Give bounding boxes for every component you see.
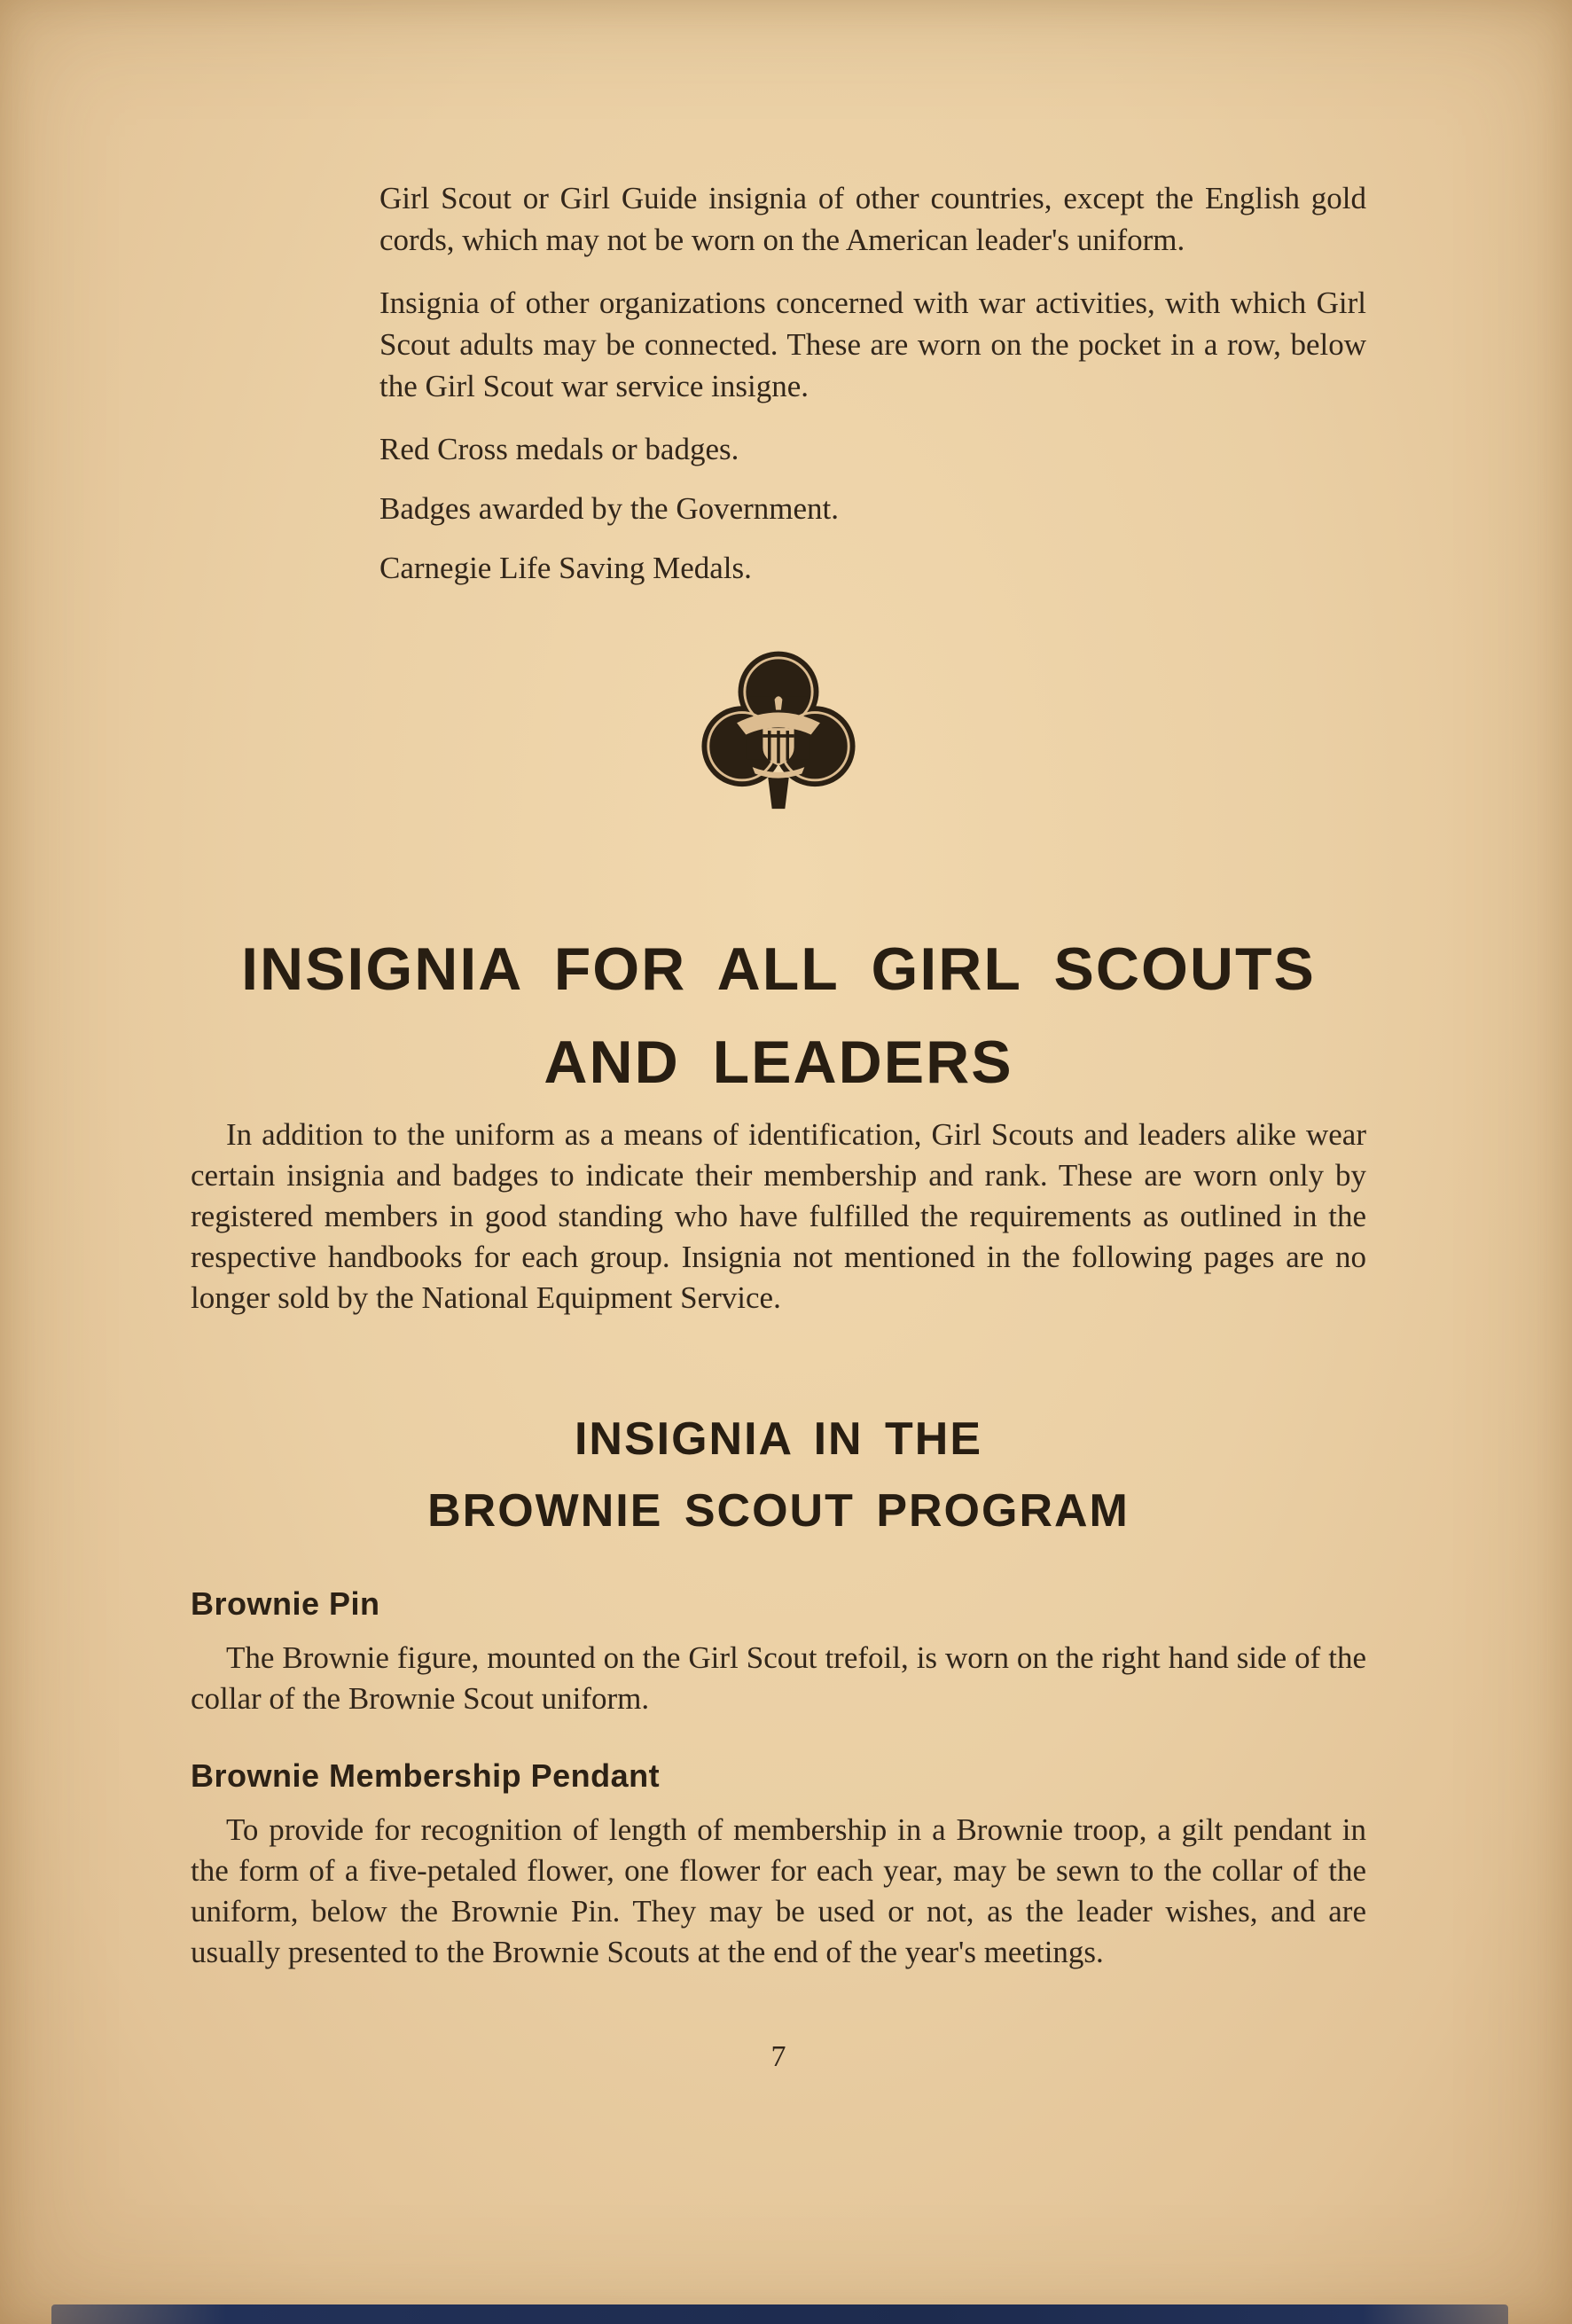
page-number: 7: [770, 2040, 786, 2073]
subsection-body-brownie-pin: The Brownie figure, mounted on the Girl Scout trefoil, is worn on the right hand side of the collar of the Brownie Scout uniform.: [191, 1640, 1366, 1716]
emblem-container: [191, 647, 1366, 824]
subsection-heading-brownie-membership-pendant: Brownie Membership Pendant: [191, 1757, 661, 1794]
page-title-line2: AND LEADERS: [544, 1029, 1013, 1096]
page-title: [191, 923, 1366, 1109]
intro-paragraph: Red Cross medals or badges.: [379, 432, 739, 466]
insignia-exclusion-list: [379, 177, 1366, 589]
scan-edge-artifact: [51, 2304, 1508, 2324]
intro-paragraph: Carnegie Life Saving Medals.: [379, 551, 752, 585]
section-title-line1: INSIGNIA IN THE: [574, 1413, 983, 1465]
girl-scout-trefoil-emblem-icon: [700, 808, 856, 823]
intro-paragraph: Insignia of other organizations concerned with war activities, with which Girl Scout adults may be connected. These are worn on the pocket in a row, below the Girl Scout war service insigne.: [379, 286, 1366, 403]
intro-paragraph: Girl Scout or Girl Guide insignia of other countries, except the English gold cords, which may not be worn on the American leader's uniform.: [379, 181, 1366, 257]
page-title-line1: INSIGNIA FOR ALL GIRL SCOUTS: [241, 935, 1316, 1003]
intro-paragraph: Badges awarded by the Government.: [379, 491, 840, 526]
section-title: [191, 1404, 1366, 1547]
page-content: [0, 177, 1572, 2074]
subsection-body-brownie-membership-pendant: To provide for recognition of length of membership in a Brownie troop, a gilt pendant in the form of a five-petaled flower, one flower for each year, may be sewn to the collar of the uniform, below the Brownie Pin. They may be used or not, as the leader wishes, and are usually presented to the Brownie Scouts at the end of the year's meetings.: [191, 1812, 1366, 1969]
section-title-line2: BROWNIE SCOUT PROGRAM: [427, 1485, 1130, 1537]
subsection-heading-brownie-pin: Brownie Pin: [191, 1585, 380, 1622]
lead-paragraph: In addition to the uniform as a means of identification, Girl Scouts and leaders alike wear certain insignia and badges to indicate their membership and rank. These are worn only by registered members in good standing who have fulfilled the requirements as outlined in the respective handbooks for each group. Insignia not mentioned in the following pages are no longer sold by the National Equipment Service.: [191, 1117, 1366, 1315]
